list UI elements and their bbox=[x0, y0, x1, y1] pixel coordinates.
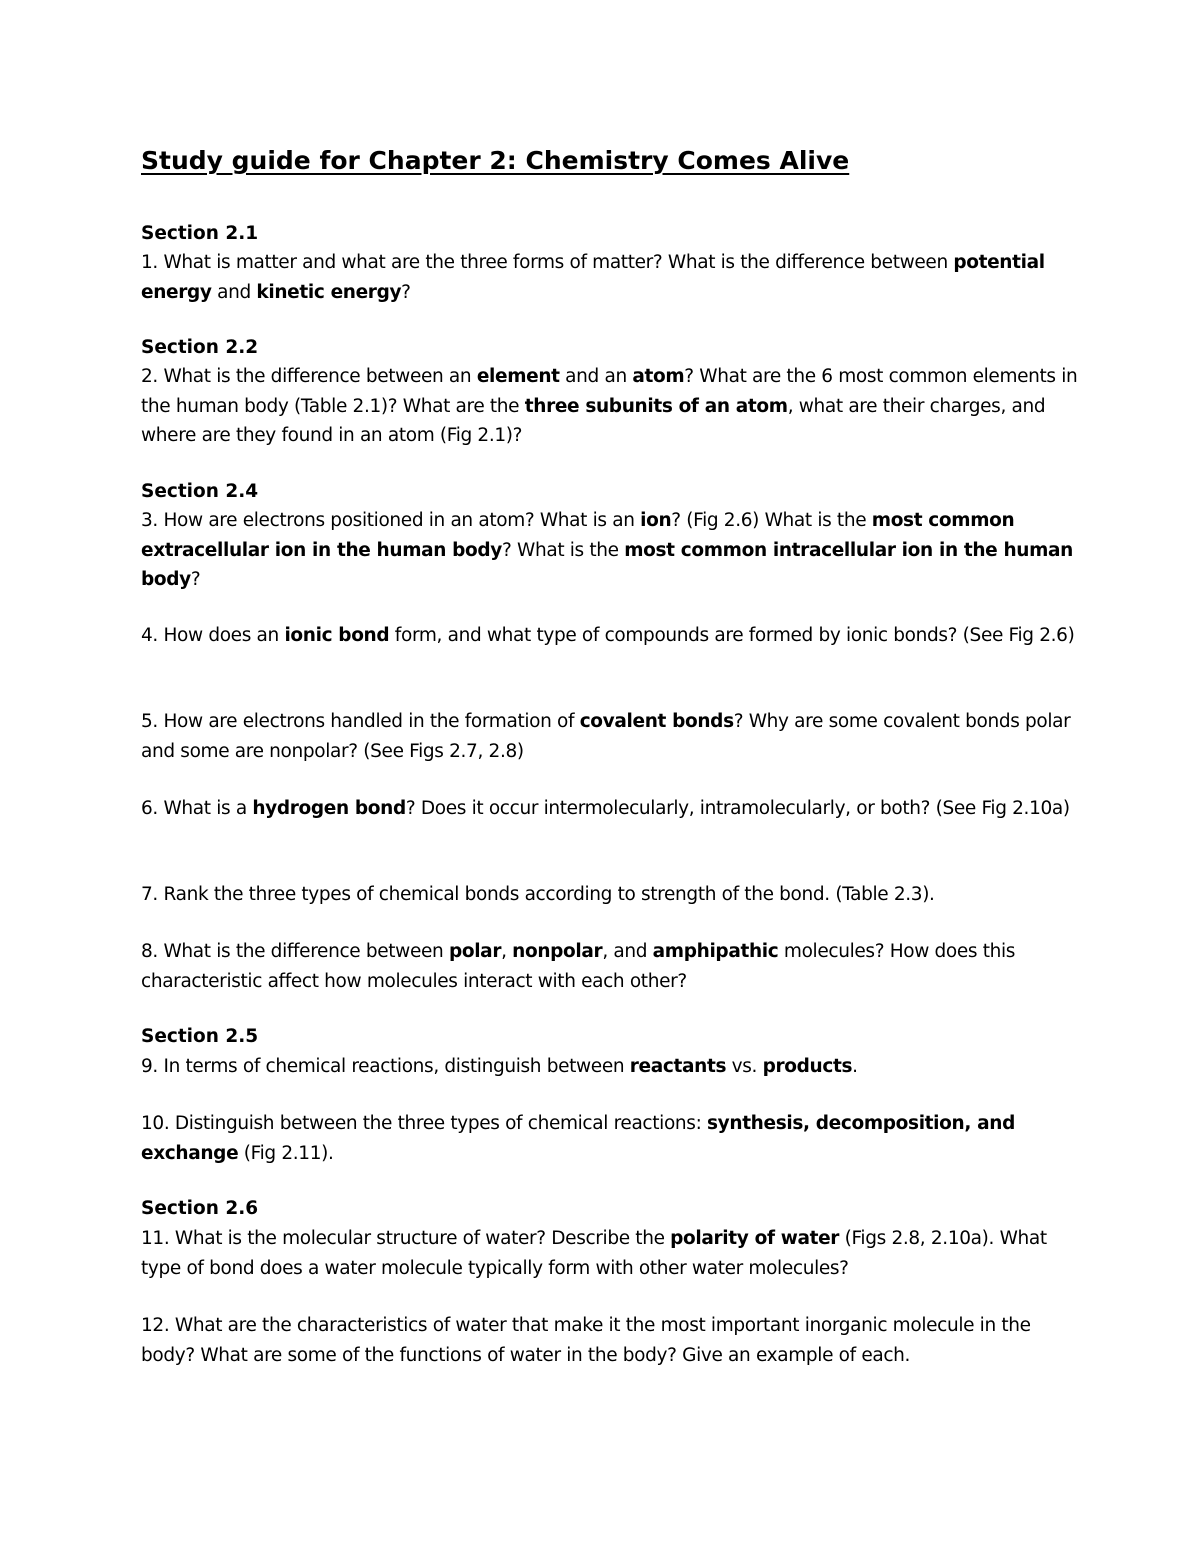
question-12 bbox=[141, 1311, 1081, 1370]
section-heading-2-4: Section 2.4 bbox=[141, 481, 259, 502]
bold-term: polar bbox=[448, 941, 502, 962]
question-5 bbox=[141, 707, 1081, 766]
question-11 bbox=[141, 1224, 1081, 1283]
bold-term: most common intracellular ion in the human body bbox=[141, 539, 1073, 590]
question-7 bbox=[141, 880, 1081, 910]
question-text: , what are their charges, and where are they found in an atom (Fig 2.1)? bbox=[141, 395, 1046, 446]
bold-term: reactants bbox=[629, 1056, 727, 1077]
question-1 bbox=[141, 248, 1081, 307]
question-text: form, and what type of compounds are formed by ionic bonds? (See Fig 2.6) bbox=[389, 625, 1075, 646]
bold-term: nonpolar bbox=[512, 941, 603, 962]
question-4 bbox=[141, 621, 1081, 651]
bold-term: atom bbox=[632, 366, 685, 387]
question-text: vs. bbox=[726, 1056, 763, 1077]
bold-term: synthesis, decomposition, and exchange bbox=[141, 1113, 1015, 1164]
question-text: ? Why are some covalent bonds polar and some are nonpolar? (See Figs 2.7, 2.8) bbox=[141, 711, 1071, 762]
question-10 bbox=[141, 1109, 1081, 1168]
bold-term: covalent bonds bbox=[579, 711, 734, 732]
bold-term: kinetic energy bbox=[256, 281, 402, 303]
question-text: ? Does it occur intermolecularly, intramolecularly, or both? (See Fig 2.10a) bbox=[405, 798, 1070, 819]
question-6 bbox=[141, 794, 1081, 824]
bold-term: polarity of water bbox=[670, 1228, 840, 1249]
section-heading-2-5: Section 2.5 bbox=[141, 1026, 259, 1047]
question-text: ? (Fig 2.6) What is the bbox=[671, 510, 872, 531]
question-text: molecules? How does this characteristic affect how molecules interact with each other? bbox=[141, 941, 1016, 992]
question-text: ? bbox=[401, 281, 411, 303]
question-text: 11. What is the molecular structure of water? Describe the bbox=[141, 1228, 671, 1249]
question-text: . bbox=[852, 1056, 858, 1077]
bold-term: three subunits of an atom bbox=[524, 395, 788, 417]
question-text: 10. Distinguish between the three types of chemical reactions: bbox=[141, 1113, 707, 1134]
section-heading-2-2: Section 2.2 bbox=[141, 337, 259, 358]
bold-term: products bbox=[762, 1056, 853, 1077]
question-text: 7. Rank the three types of chemical bonds according to strength of the bond. (Table 2.3). bbox=[141, 884, 935, 905]
question-text: 8. What is the difference between bbox=[141, 941, 449, 962]
question-text: 1. What is matter and what are the three forms of matter? What is the difference between bbox=[141, 252, 954, 273]
page-title: Study guide for Chapter 2: Chemistry Comes Alive bbox=[141, 146, 850, 175]
question-text: 9. In terms of chemical reactions, distinguish between bbox=[141, 1056, 630, 1077]
question-text: ? What are the 6 most common elements in the human body (Table 2.1)? What are the bbox=[141, 366, 1078, 417]
question-text: ? bbox=[190, 569, 201, 590]
section-heading-2-1: Section 2.1 bbox=[141, 223, 259, 244]
question-text: , and bbox=[602, 941, 653, 962]
section-heading-2-6: Section 2.6 bbox=[141, 1198, 259, 1219]
bold-term: element bbox=[476, 366, 560, 387]
question-text: and bbox=[211, 281, 257, 303]
question-text: ? What is the bbox=[502, 539, 625, 561]
question-text: (Fig 2.11). bbox=[238, 1142, 334, 1164]
question-text: ). What type of bond does a water molecule typically form with other water molecules? bbox=[141, 1228, 1047, 1279]
question-3 bbox=[141, 506, 1081, 595]
question-text: 3. How are electrons positioned in an atom? What is an bbox=[141, 510, 641, 531]
question-text: 4. How does an bbox=[141, 625, 285, 646]
bold-term: most common extracellular ion in the human body bbox=[141, 510, 1015, 561]
question-text: (Figs 2.8, 2.10a bbox=[839, 1228, 982, 1249]
question-text: 6. What is a bbox=[141, 798, 253, 819]
question-8 bbox=[141, 937, 1081, 996]
bold-term: potential energy bbox=[141, 252, 1045, 303]
question-text: and an bbox=[559, 366, 633, 387]
question-2 bbox=[141, 362, 1081, 451]
bold-term: hydrogen bond bbox=[252, 798, 406, 819]
bold-term: ionic bond bbox=[284, 625, 390, 646]
question-9 bbox=[141, 1052, 1081, 1082]
question-text: , bbox=[501, 941, 513, 962]
question-text: 2. What is the difference between an bbox=[141, 366, 477, 387]
bold-term: ion bbox=[640, 510, 672, 531]
question-text: 12. What are the characteristics of water that make it the most important inorganic molecule in the body? What are some of the functions of water in the body? Give an example of each. bbox=[141, 1315, 1031, 1366]
question-text: 5. How are electrons handled in the formation of bbox=[141, 711, 580, 732]
bold-term: amphipathic bbox=[652, 941, 779, 962]
